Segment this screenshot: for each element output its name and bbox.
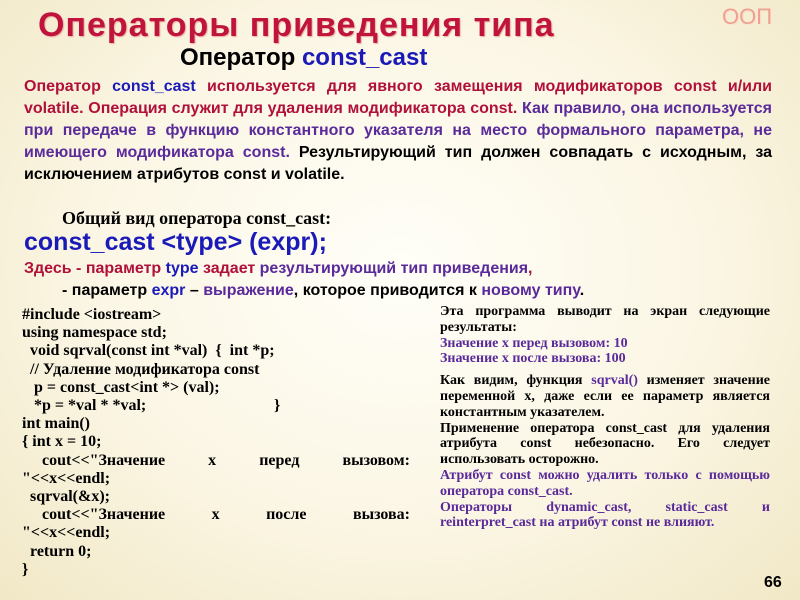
param-expr-text: , которое приводится к bbox=[293, 282, 482, 299]
code-line: int main() bbox=[22, 415, 90, 433]
page-number: 66 bbox=[764, 574, 782, 591]
code-brace: } bbox=[274, 397, 281, 415]
course-badge: ООП bbox=[722, 4, 773, 29]
notes-column bbox=[440, 304, 770, 531]
subtitle-prefix: Оператор bbox=[180, 44, 302, 71]
note-output-intro: Эта программа выводит на экран следующие результаты: bbox=[440, 304, 770, 335]
code-word: cout<<"Значение bbox=[22, 451, 166, 469]
code-line: p = const_cast<int *> (val); bbox=[22, 378, 220, 396]
param-expr-newtype: новому типу bbox=[481, 282, 580, 299]
note-other-casts: Операторы dynamic_cast, static_cast и reinterpret_cast на атрибут const не влияют. bbox=[440, 499, 770, 531]
code-line bbox=[22, 397, 410, 415]
param-expr-keyword: expr bbox=[151, 282, 186, 299]
code-comment: // Удаление модификатора const bbox=[22, 360, 260, 378]
param-type-keyword: type bbox=[165, 260, 199, 277]
note-output-1: Значение x перед вызовом: 10 bbox=[440, 335, 628, 351]
code-line bbox=[22, 452, 410, 470]
code-line: { int x = 10; bbox=[22, 433, 102, 451]
param-expr-expression: выражение bbox=[203, 282, 294, 299]
code-line: return 0; bbox=[22, 542, 92, 560]
code-word: вызова: bbox=[352, 506, 410, 524]
code-word: cout<<"Значение bbox=[22, 506, 166, 524]
note-keyword: sqrval() bbox=[591, 373, 638, 389]
code-line: } bbox=[22, 560, 29, 578]
desc-part-3: Как правило, она используется при передаче в функцию константного указателя на место формального параметра, не имеющего модификатора const. bbox=[24, 100, 773, 161]
code-word: x bbox=[211, 506, 220, 524]
note-output-2: Значение x после вызова: 100 bbox=[440, 351, 626, 367]
code-word: x bbox=[208, 451, 217, 469]
note-text: изменяет значение переменной x, даже если ее параметр является константным указателем. bbox=[440, 373, 770, 420]
code-line: using namespace std; bbox=[22, 324, 167, 342]
code-line bbox=[22, 506, 410, 524]
desc-keyword: const_cast bbox=[112, 78, 196, 95]
note-warning: Применение оператора const_cast для удаления атрибута const небезопасно. Его следует использовать осторожно. bbox=[440, 420, 770, 468]
general-form-label: Общий вид оператора const_cast: bbox=[62, 208, 332, 228]
param-type-line bbox=[24, 260, 533, 278]
param-type-text: задает bbox=[198, 260, 260, 277]
code-listing bbox=[22, 306, 410, 579]
code-line: "<<x<<endl; bbox=[22, 469, 111, 487]
code-line: void sqrval(const int *val) { int *p; bbox=[22, 342, 275, 360]
note-text: Как видим, функция bbox=[440, 373, 592, 389]
note-explanation bbox=[440, 373, 770, 420]
here-label: Здесь bbox=[24, 260, 72, 277]
code-fragment: *p = *val * *val; bbox=[22, 397, 147, 415]
note-const-remove: Атрибут const можно удалить только с помощью оператора const_cast. bbox=[440, 467, 770, 499]
desc-part-1: Оператор bbox=[24, 78, 113, 95]
param-type-comma: , bbox=[528, 260, 533, 277]
param-expr-dash: – bbox=[185, 282, 204, 299]
code-line: #include <iostream> bbox=[22, 306, 162, 323]
subtitle-keyword: const_cast bbox=[301, 44, 428, 71]
description-paragraph bbox=[24, 76, 772, 186]
slide-subtitle bbox=[180, 44, 427, 72]
param-expr-period: . bbox=[579, 282, 585, 299]
code-word: вызовом: bbox=[342, 451, 410, 469]
code-word: перед bbox=[259, 451, 300, 469]
param-type-prefix: - параметр bbox=[71, 260, 166, 277]
code-line: sqrval(&x); bbox=[22, 488, 110, 506]
param-expr-line bbox=[62, 282, 584, 300]
slide-title: Операторы приведения типа bbox=[38, 6, 555, 44]
param-type-result: результирующий тип приведения bbox=[259, 260, 529, 277]
desc-part-4: Результирующий тип должен совпадать с исходным, за исключением атрибутов const и volatile. bbox=[24, 144, 772, 183]
code-word: после bbox=[266, 506, 307, 524]
syntax-line: const_cast <type> (expr); bbox=[24, 228, 327, 256]
code-line: "<<x<<endl; bbox=[22, 524, 111, 542]
param-expr-prefix: - параметр bbox=[62, 282, 152, 299]
desc-part-2: используется для явного замещения модификаторов const и/или volatile. Операция служит для удаления модификатора const. bbox=[24, 78, 772, 117]
